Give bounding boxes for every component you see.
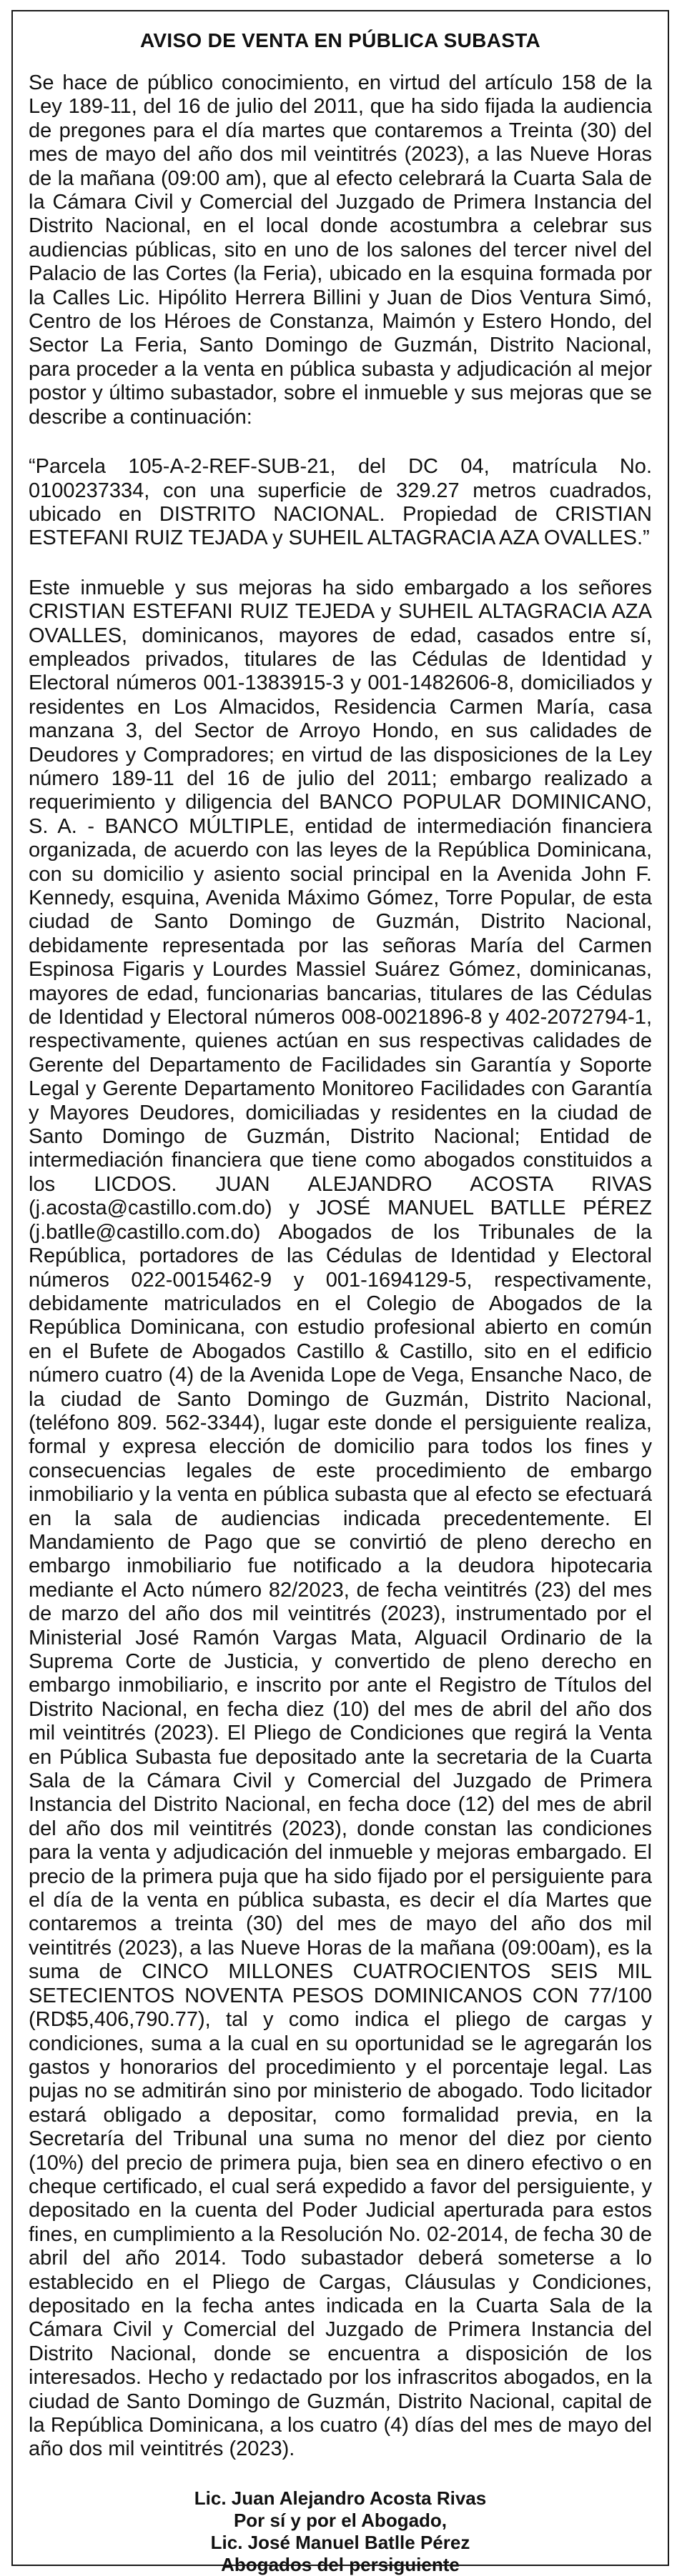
legal-notice-box [11, 10, 669, 2575]
signature-lawyer-2: Lic. José Manuel Batlle Pérez [210, 2531, 470, 2553]
signature-role: Abogados del persiguiente [221, 2553, 460, 2575]
notice-paragraph-property-description: “Parcela 105-A-2-REF-SUB-21, del DC 04, matrícula No. 0100237334, con una superficie de 329.27 metros cuadrados, ubicado en DISTRITO NACIONAL. Propiedad de CRISTIAN ESTEFANI RUIZ TEJADA y SUHEIL ALTAGRACIA AZA OVALLES.” [29, 455, 652, 550]
signature-connector: Por sí y por el Abogado, [233, 2509, 448, 2531]
signature-block [29, 2487, 652, 2576]
notice-paragraph-seizure-details: Este inmueble y sus mejoras ha sido embargado a los señores CRISTIAN ESTEFANI RUIZ TEJEDA y SUHEIL ALTAGRACIA AZA OVALLES, dominicanos, mayores de edad, casados entre sí, empleados privados, titulares de las Cédulas de Identidad y Electoral números 001-1383915-3 y 001-1482606-8, domiciliados y residentes en Los Almacidos, Residencia Carmen María, casa manzana 3, del Sector de Arroyo Hondo, en sus calidades de Deudores y Compradores; en virtud de las disposiciones de la Ley número 189-11 del 16 de julio del 2011; embargo realizado a requerimiento y diligencia del BANCO POPULAR DOMINICANO, S. A. - BANCO MÚLTIPLE, entidad de intermediación financiera organizada, de acuerdo con las leyes de la República Dominicana, con su domicilio y asiento social principal en la Avenida John F. Kennedy, esquina, Avenida Máximo Gómez, Torre Popular, de esta ciudad de Santo Domingo de Guzmán, Distrito Nacional, debidamente representada por las señoras María del Carmen Espinosa Figaris y Lourdes Massiel Suárez Gómez, dominicanas, mayores de edad, funcionarias bancarias, titulares de las Cédulas de Identidad y Electoral números 008-0021896-8 y 402-2072794-1, respectivamente, quienes actúan en sus respectivas calidades de Gerente del Departamento de Facilidades sin Garantía y Soporte Legal y Gerente Departamento Monitoreo Facilidades con Garantía y Mayores Deudores, domiciliadas y residentes en la ciudad de Santo Domingo de Guzmán, Distrito Nacional; Entidad de intermediación financiera que tiene como abogados constituidos a los LICDOS. JUAN ALEJANDRO ACOSTA RIVAS (j.acosta@castillo.com.do) y JOSÉ MANUEL BATLLE PÉREZ (j.batlle@castillo.com.do) Abogados de los Tribunales de la República, portadores de las Cédulas de Identidad y Electoral números 022-0015462-9 y 001-1694129-5, respectivamente, debidamente matriculados en el Colegio de Abogados de la República Dominicana, con estudio profesional abierto en común en el Bufete de Abogados Castillo & Castillo, sito en el edificio número cuatro (4) de la Avenida Lope de Vega, Ensanche Naco, de la ciudad de Santo Domingo de Guzmán, Distrito Nacional, (teléfono 809. 562-3344), lugar este donde el persiguiente realiza, formal y expresa elección de domicilio para todos los fines y consecuencias legales de este procedimiento de embargo inmobiliario y la venta en pública subasta que al efecto se efectuará en la sala de audiencias indicada precedentemente. El Mandamiento de Pago que se convirtió de pleno derecho en embargo inmobiliario fue notificado a la deudora hipotecaria mediante el Acto número 82/2023, de fecha veintitrés (23) del mes de marzo del año dos mil veintitrés (2023), instrumentado por el Ministerial José Ramón Vargas Mata, Alguacil Ordinario de la Suprema Corte de Justicia, y convertido de pleno derecho en embargo inmobiliario, e inscrito por ante el Registro de Títulos del Distrito Nacional, en fecha diez (10) del mes de abril del año dos mil veintitrés (2023). El Pliego de Condiciones que regirá la Venta en Pública Subasta fue depositado ante la secretaria de la Cuarta Sala de la Cámara Civil y Comercial del Juzgado de Primera Instancia del Distrito Nacional, en fecha doce (12) del mes de abril del año dos mil veintitrés (2023), donde constan las condiciones para la venta y adjudicación del inmueble y mejoras embargado. El precio de la primera puja que ha sido fijado por el persiguiente para el día de la venta en pública subasta, es decir el día Martes que contaremos a treinta (30) del mes de mayo del año dos mil veintitrés (2023), a las Nueve Horas de la mañana (09:00am), es la suma de CINCO MILLONES CUATROCIENTOS SEIS MIL SETECIENTOS NOVENTA PESOS DOMINICANOS CON 77/100 (RD$5,406,790.77), tal y como indica el pliego de cargas y condiciones, suma a la cual en su oportunidad se le agregarán los gastos y honorarios del procedimiento y el porcentaje legal. Las pujas no se admitirán sino por ministerio de abogado. Todo licitador estará obligado a depositar, como formalidad previa, en la Secretaría del Tribunal una suma no menor del diez por ciento (10%) del precio de primera puja, bien sea en dinero efectivo o en cheque certificado, el cual será expedido a favor del persiguiente, y depositado en la cuenta del Poder Judicial aperturada para estos fines, en cumplimiento a la Resolución No. 02-2014, de fecha 30 de abril del año 2014. Todo subastador deberá someterse a lo establecido en el Pliego de Cargas, Cláusulas y Condiciones, depositado en la fecha antes indicada en la Cuarta Sala de la Cámara Civil y Comercial del Juzgado de Primera Instancia del Distrito Nacional, donde se encuentra a disposición de los interesados. Hecho y redactado por los infrascritos abogados, en la ciudad de Santo Domingo de Guzmán, Distrito Nacional, capital de la República Dominicana, a los cuatro (4) días del mes de mayo del año dos mil veintitrés (2023). [29, 576, 652, 2461]
signature-lawyer-1: Lic. Juan Alejandro Acosta Rivas [194, 2487, 487, 2509]
notice-title: AVISO DE VENTA EN PÚBLICA SUBASTA [139, 29, 541, 51]
notice-paragraph-announcement: Se hace de público conocimiento, en virtud del artículo 158 de la Ley 189-11, del 16 de julio del 2011, que ha sido fijada la audiencia de pregones para el día martes que contaremos a Treinta (30) del mes de mayo del año dos mil veintitrés (2023), a las Nueve Horas de la mañana (09:00 am), que al efecto celebrará la Cuarta Sala de la Cámara Civil y Comercial del Juzgado de Primera Instancia del Distrito Nacional, en el local donde acostumbra a celebrar sus audiencias públicas, sito en uno de los salones del tercer nivel del Palacio de las Cortes (la Feria), ubicado en la esquina formada por la Calles Lic. Hipólito Herrera Billini y Juan de Dios Ventura Simó, Centro de los Héroes de Constanza, Maimón y Estero Hondo, del Sector La Feria, Santo Domingo de Guzmán, Distrito Nacional, para proceder a la venta en pública subasta y adjudicación al mejor postor y último subastador, sobre el inmueble y sus mejoras que se describe a continuación: [29, 71, 652, 429]
